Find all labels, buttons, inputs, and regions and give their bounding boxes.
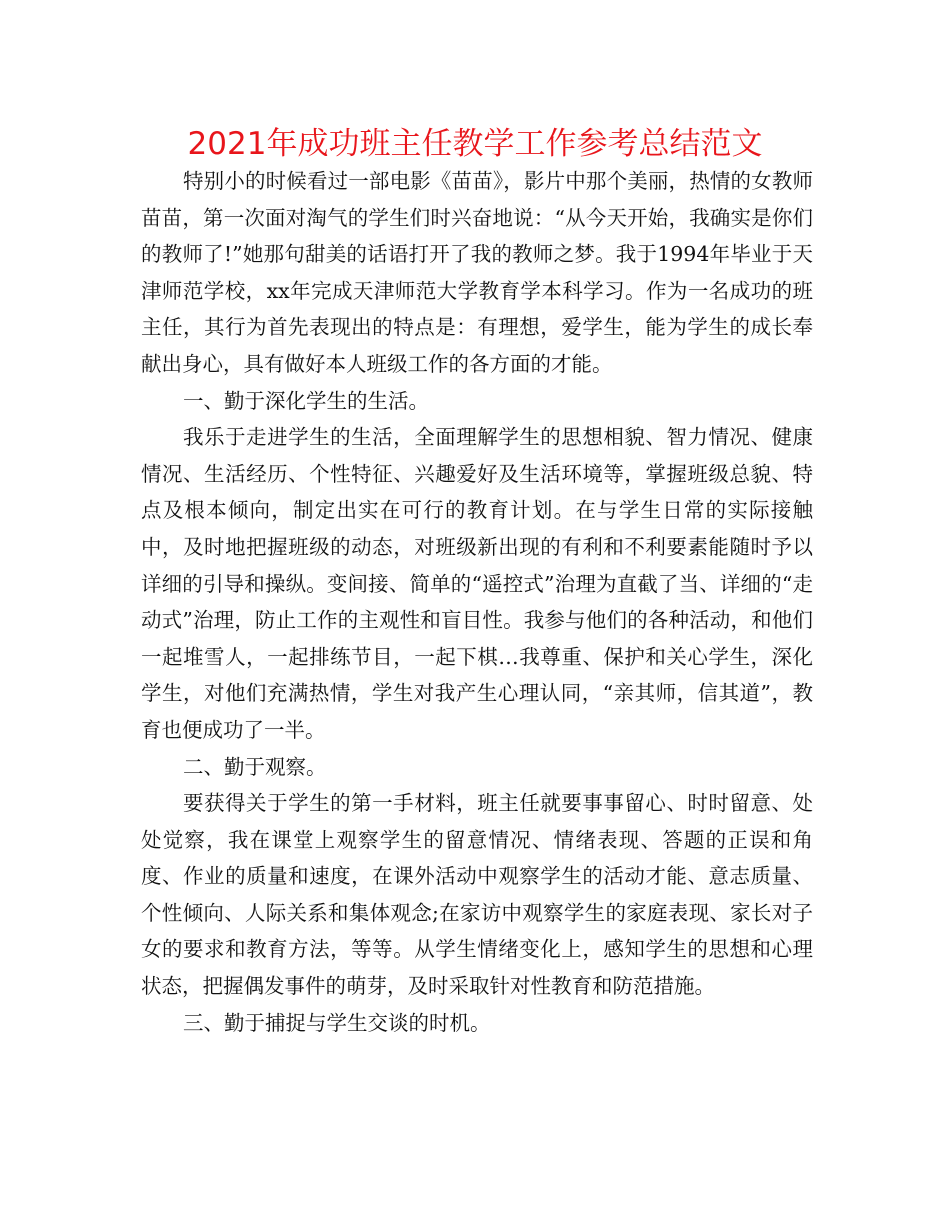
section-heading-3: 三、勤于捕捉与学生交谈的时机。 [183, 1010, 491, 1035]
section-heading-2: 二、勤于观察。 [183, 754, 327, 779]
paragraph-section-2: 要获得关于学生的第一手材料，班主任就要事事留心、时时留意、处处觉察，我在课堂上观察学生的留意情况、情绪表现、答题的正误和角度、作业的质量和速度，在课外活动中观察学生的活动才能、意志质量、个性倾向、人际关系和集体观念;在家访中观察学生的家庭表现、家长对子女的要求和教育方法，等等。从学生情绪变化上，感知学生的思想和心理状态，把握偶发事件的萌芽，及时采取针对性教育和防范措施。 [141, 791, 813, 999]
paragraph-section-1: 我乐于走进学生的生活，全面理解学生的思想相貌、智力情况、健康情况、生活经历、个性特征、兴趣爱好及生活环境等，掌握班级总貌、特点及根本倾向，制定出实在可行的教育计划。在与学生日常的实际接触中，及时地把握班级的动态，对班级新出现的有利和不利要素能随时予以详细的引导和操纵。变间接、简单的“遥控式”治理为直截了当、详细的“走动式”治理，防止工作的主观性和盲目性。我参与他们的各种活动，和他们一起堆雪人，一起排练节目，一起下棋…我尊重、保护和关心学生，深化学生，对他们充满热情，学生对我产生心理认同，“亲其师，信其道”，教育也便成功了一半。 [141, 425, 813, 742]
section-heading-1: 一、勤于深化学生的生活。 [183, 388, 429, 413]
document-title: 2021年成功班主任教学工作参考总结范文 [187, 126, 763, 162]
paragraph-intro: 特别小的时候看过一部电影《苗苗》，影片中那个美丽，热情的女教师苗苗，第一次面对淘气的学生们时兴奋地说：“从今天开始，我确实是你们的教师了!”她那句甜美的话语打开了我的教师之梦。我于1994年毕业于天津师范学校，xx年完成天津师范大学教育学本科学习。作为一名成功的班主任，其行为首先表现出的特点是：有理想，爱学生，能为学生的成长奉献出身心，具有做好本人班级工作的各方面的才能。 [141, 169, 813, 376]
document-body [141, 163, 813, 1041]
